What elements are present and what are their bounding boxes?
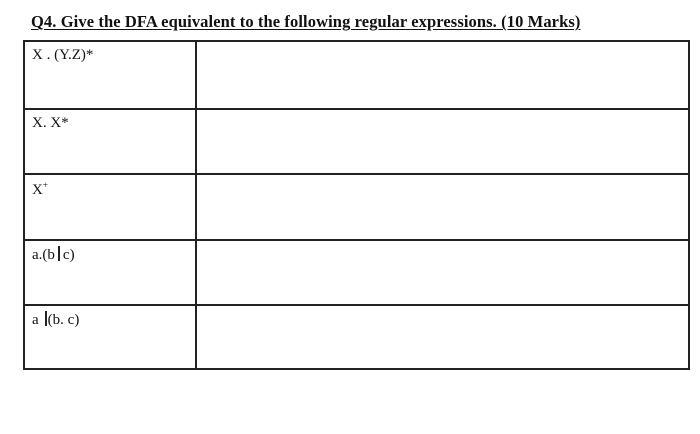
union-bar-symbol	[45, 311, 47, 326]
union-bar-symbol	[58, 246, 60, 261]
question-title: Q4. Give the DFA equivalent to the following regular expressions. (10 Marks)	[31, 12, 581, 31]
expression-left: a	[32, 312, 39, 328]
table-row	[24, 305, 689, 369]
table-row	[24, 109, 689, 174]
expression-text: X. X*	[32, 115, 69, 131]
expression-cell	[24, 41, 196, 109]
table-row	[24, 240, 689, 305]
table-row	[24, 41, 689, 109]
expression-left: a.(b	[32, 247, 55, 263]
expression-text	[32, 182, 48, 198]
expression-right: (b. c)	[47, 312, 80, 328]
expression-cell	[24, 174, 196, 240]
answer-table	[23, 40, 690, 370]
expression-cell	[24, 109, 196, 174]
expression-text	[32, 312, 79, 328]
expression-text: X . (Y.Z)*	[32, 47, 94, 63]
dfa-answer-cell[interactable]	[196, 174, 689, 240]
dfa-answer-cell[interactable]	[196, 109, 689, 174]
dfa-answer-cell[interactable]	[196, 41, 689, 109]
dfa-answer-cell[interactable]	[196, 240, 689, 305]
dfa-answer-cell[interactable]	[196, 305, 689, 369]
expression-cell	[24, 305, 196, 369]
expression-right: c)	[62, 247, 75, 263]
expression-cell	[24, 240, 196, 305]
expression-superscript: +	[42, 180, 48, 190]
expression-text	[32, 247, 75, 263]
table-row	[24, 174, 689, 240]
expression-base: X	[32, 182, 43, 198]
